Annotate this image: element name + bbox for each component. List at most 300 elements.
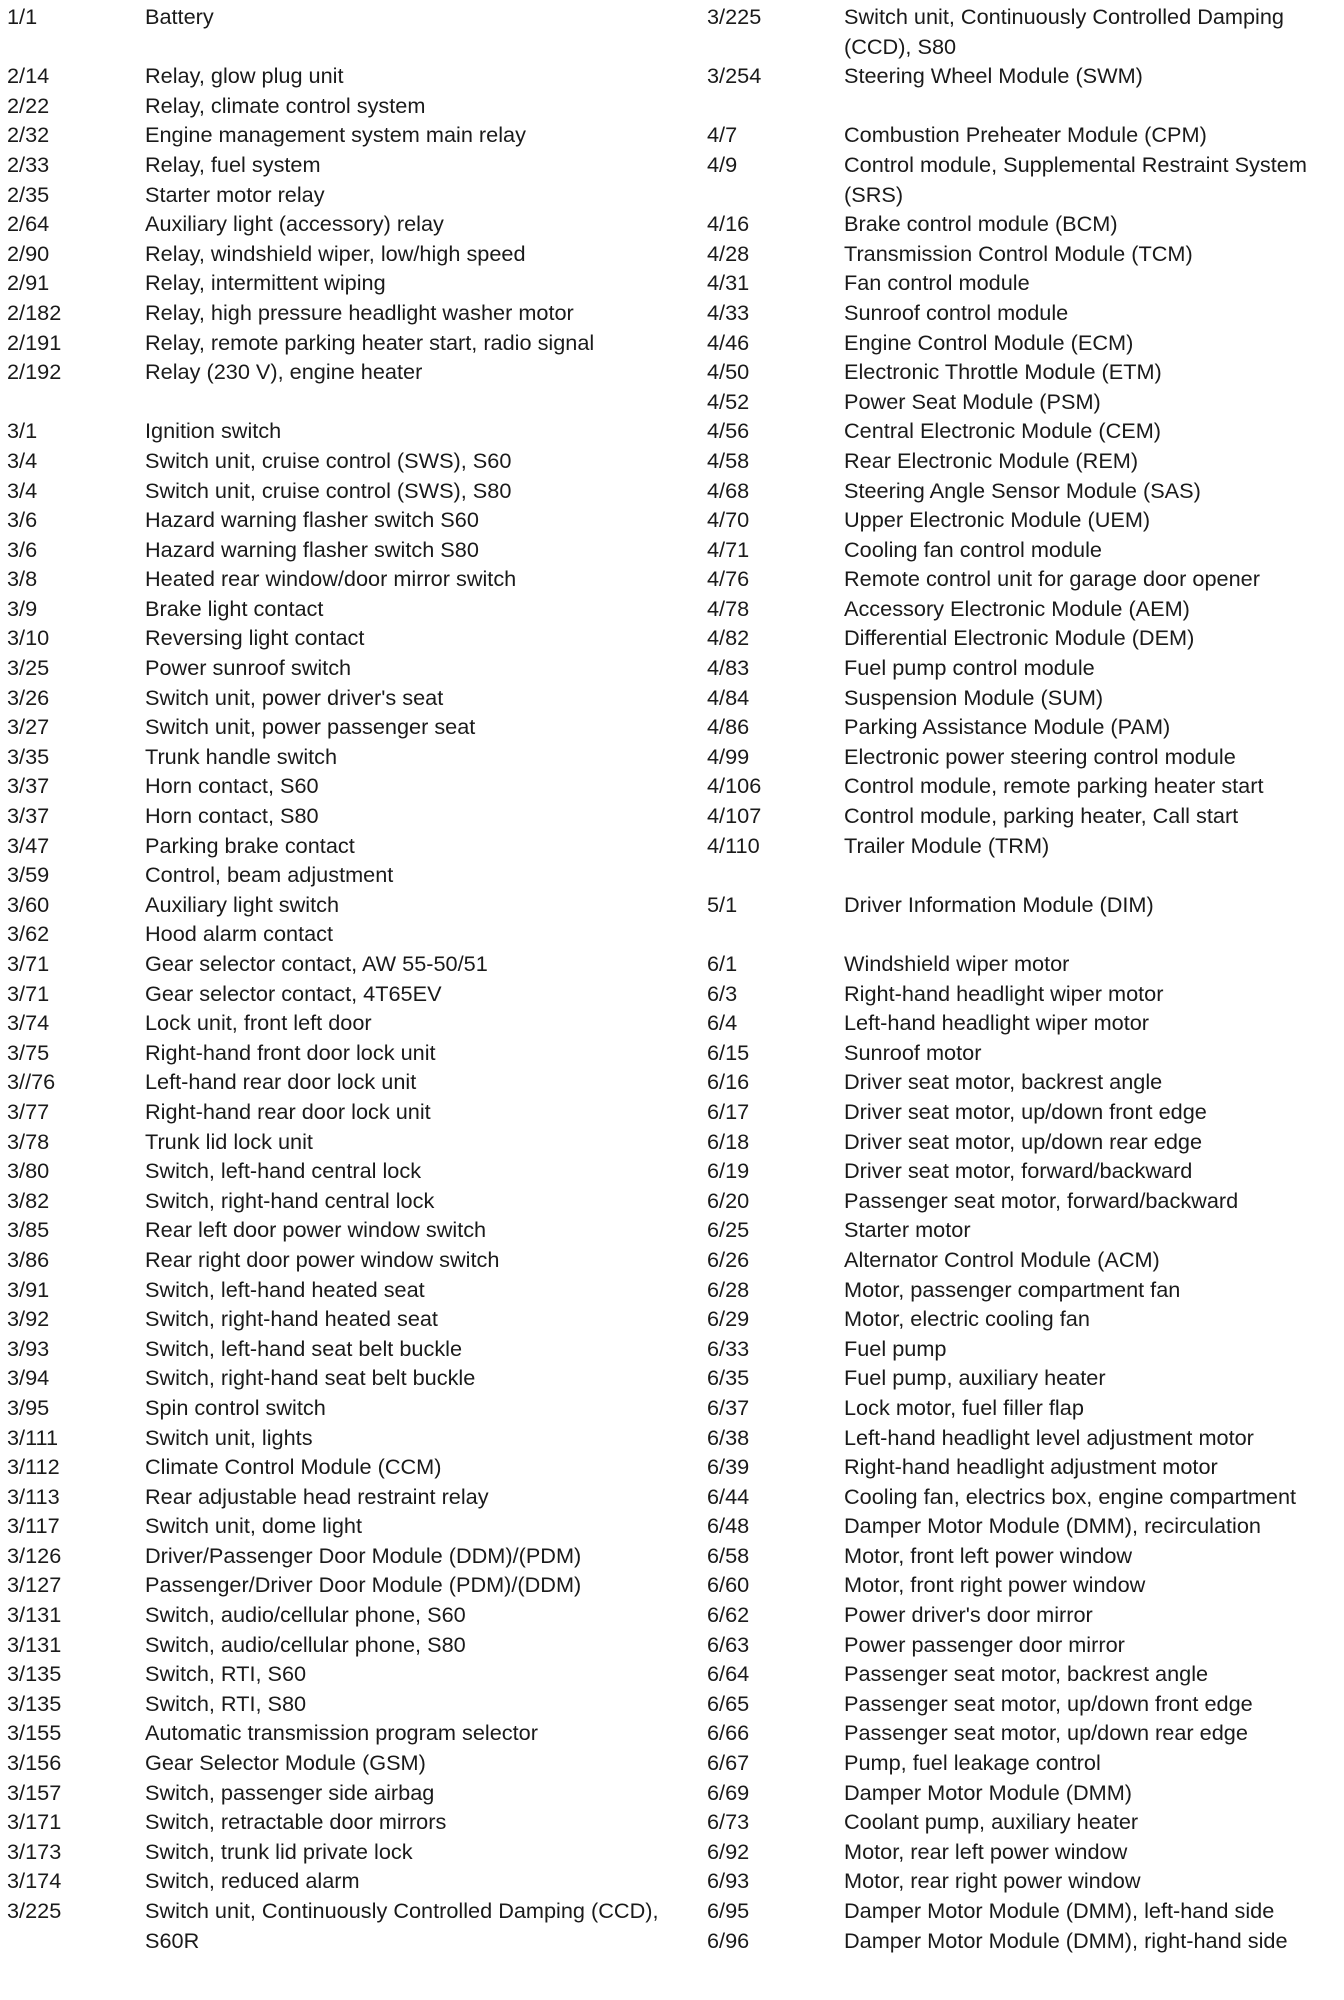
- component-description: Steering Angle Sensor Module (SAS): [844, 477, 1201, 503]
- legend-entry: [707, 1570, 1337, 1600]
- legend-entry: [707, 831, 1337, 861]
- component-code: 3/8: [7, 566, 38, 592]
- legend-entry: [7, 1215, 707, 1245]
- component-description: Right-hand headlight wiper motor: [844, 980, 1164, 1006]
- component-code: 4/86: [707, 714, 750, 740]
- component-code: 3/92: [7, 1306, 50, 1332]
- component-description: Switch, audio/cellular phone, S60: [145, 1602, 466, 1628]
- legend-entry: [707, 1186, 1337, 1216]
- component-description: Brake control module (BCM): [844, 211, 1118, 237]
- legend-entry: [707, 328, 1337, 358]
- component-code: 3/47: [7, 832, 50, 858]
- legend-entry: [7, 831, 707, 861]
- legend-entry: [707, 564, 1337, 594]
- legend-entry: [707, 949, 1337, 979]
- component-description: Switch unit, Continuously Controlled Damping (CCD), S80: [844, 4, 1284, 59]
- legend-entry: [707, 446, 1337, 476]
- component-code: 4/50: [707, 359, 750, 385]
- legend-entry: [707, 1896, 1337, 1926]
- component-description: Suspension Module (SUM): [844, 684, 1104, 710]
- legend-entry: [7, 2, 707, 32]
- component-code: 6/65: [707, 1690, 750, 1716]
- component-code: 6/37: [707, 1394, 750, 1420]
- component-description: Relay, high pressure headlight washer motor: [145, 299, 574, 325]
- component-description: Alternator Control Module (ACM): [844, 1246, 1160, 1272]
- legend-entry: [7, 416, 707, 446]
- component-description: Driver/Passenger Door Module (DDM)/(PDM): [145, 1542, 582, 1568]
- component-description: Switch, RTI, S60: [145, 1661, 307, 1687]
- component-code: 4/31: [707, 270, 750, 296]
- component-description: Starter motor relay: [145, 181, 325, 207]
- component-code: 6/39: [707, 1454, 750, 1480]
- component-description: Trunk lid lock unit: [145, 1128, 313, 1154]
- legend-entry: [7, 1156, 707, 1186]
- component-code: 6/48: [707, 1513, 750, 1539]
- component-code: 3/93: [7, 1335, 50, 1361]
- component-description: Electronic power steering control module: [844, 743, 1236, 769]
- component-code: 3/112: [7, 1454, 60, 1480]
- legend-entry: [7, 1689, 707, 1719]
- legend-entry: [7, 505, 707, 535]
- component-description: Switch, trunk lid private lock: [145, 1838, 413, 1864]
- component-description: Automatic transmission program selector: [145, 1720, 538, 1746]
- legend-entry: [707, 1807, 1337, 1837]
- component-description: Transmission Control Module (TCM): [844, 240, 1193, 266]
- component-code: 3/75: [7, 1039, 50, 1065]
- component-description: Driver Information Module (DIM): [844, 891, 1154, 917]
- legend-entry: [7, 860, 707, 890]
- legend-entry: [707, 357, 1337, 387]
- component-description: Switch, right-hand seat belt buckle: [145, 1365, 476, 1391]
- component-description: Fan control module: [844, 270, 1030, 296]
- legend-entry: [7, 742, 707, 772]
- component-description: Passenger seat motor, up/down rear edge: [844, 1720, 1248, 1746]
- component-description: Fuel pump, auxiliary heater: [844, 1365, 1106, 1391]
- legend-entry: [7, 446, 707, 476]
- component-description: Climate Control Module (CCM): [145, 1454, 442, 1480]
- legend-entry: [707, 712, 1337, 742]
- component-description: Relay, intermittent wiping: [145, 270, 386, 296]
- legend-entry: [7, 1600, 707, 1630]
- component-description: Steering Wheel Module (SWM): [844, 63, 1143, 89]
- component-code: 4/58: [707, 447, 750, 473]
- component-description: Starter motor: [844, 1217, 971, 1243]
- component-description: Control, beam adjustment: [145, 862, 394, 888]
- component-code: 4/70: [707, 507, 750, 533]
- legend-entry: [7, 1038, 707, 1068]
- legend-entry: [707, 1334, 1337, 1364]
- component-code: 6/38: [707, 1424, 750, 1450]
- legend-entry: [7, 535, 707, 565]
- component-code: 3/111: [7, 1424, 59, 1450]
- legend-entry: [7, 1186, 707, 1216]
- legend-entry: [707, 1511, 1337, 1541]
- component-description: Upper Electronic Module (UEM): [844, 507, 1151, 533]
- legend-entry: [7, 180, 707, 210]
- legend-entry: [707, 268, 1337, 298]
- component-code: 3/59: [7, 862, 50, 888]
- legend-column-left: [7, 2, 707, 1955]
- component-description: Brake light contact: [145, 595, 324, 621]
- component-description: Spin control switch: [145, 1394, 326, 1420]
- component-description: Rear left door power window switch: [145, 1217, 487, 1243]
- component-description: Pump, fuel leakage control: [844, 1750, 1101, 1776]
- component-description: Relay, climate control system: [145, 92, 426, 118]
- component-description: Trunk handle switch: [145, 743, 338, 769]
- legend-entry: [7, 919, 707, 949]
- component-code: 6/20: [707, 1187, 750, 1213]
- legend-entry: [707, 1837, 1337, 1867]
- legend-entry: [707, 1067, 1337, 1097]
- component-description: Left-hand headlight level adjustment motor: [844, 1424, 1254, 1450]
- component-code: 4/83: [707, 655, 750, 681]
- component-code: 4/33: [707, 299, 750, 325]
- component-description: Windshield wiper motor: [844, 951, 1070, 976]
- component-description: Relay, glow plug unit: [145, 63, 344, 89]
- component-description: Switch unit, Continuously Controlled Damping (CCD), S60R: [145, 1898, 659, 1953]
- component-description: Motor, passenger compartment fan: [844, 1276, 1181, 1302]
- legend-entry: [7, 476, 707, 506]
- component-code: 6/29: [707, 1306, 750, 1332]
- component-description: Rear right door power window switch: [145, 1246, 500, 1272]
- component-description: Electronic Throttle Module (ETM): [844, 359, 1162, 385]
- legend-entry: [7, 1008, 707, 1038]
- component-description: Auxiliary light (accessory) relay: [145, 211, 444, 237]
- legend-entry: [707, 505, 1337, 535]
- component-description: Damper Motor Module (DMM), recirculation: [844, 1513, 1261, 1539]
- component-description: Accessory Electronic Module (AEM): [844, 595, 1190, 621]
- component-code: 3/62: [7, 921, 50, 947]
- legend-entry: [7, 1393, 707, 1423]
- component-description: Battery: [145, 4, 214, 29]
- legend-entry: [707, 653, 1337, 683]
- component-code: 4/84: [707, 684, 750, 710]
- component-description: Remote control unit for garage door opener: [844, 566, 1260, 592]
- legend-entry: [7, 1511, 707, 1541]
- component-code: 3/6: [7, 536, 38, 562]
- component-code: 3/25: [7, 655, 50, 681]
- legend-entry: [7, 712, 707, 742]
- legend-entry: [707, 742, 1337, 772]
- legend-entry: [7, 683, 707, 713]
- component-code: 3/71: [7, 980, 50, 1006]
- legend-entry: [707, 1008, 1337, 1038]
- legend-entry: [7, 949, 707, 979]
- component-description: Switch unit, lights: [145, 1424, 313, 1450]
- legend-entry: [707, 801, 1337, 831]
- legend-entry: [7, 564, 707, 594]
- component-description: Driver seat motor, backrest angle: [844, 1069, 1163, 1095]
- legend-entry: [7, 1097, 707, 1127]
- legend-entry: [7, 1778, 707, 1808]
- component-code: 2/22: [7, 92, 50, 118]
- component-description: Motor, electric cooling fan: [844, 1306, 1090, 1332]
- component-code: 3/9: [7, 595, 38, 621]
- component-description: Motor, rear right power window: [844, 1868, 1141, 1894]
- component-code: 6/67: [707, 1750, 750, 1776]
- component-code: 4/9: [707, 151, 738, 177]
- component-code: 6/66: [707, 1720, 750, 1746]
- component-code: 3/173: [7, 1838, 62, 1864]
- component-code: 3/171: [7, 1809, 62, 1835]
- legend-entry: [7, 890, 707, 920]
- component-description: Combustion Preheater Module (CPM): [844, 122, 1207, 148]
- component-code: 6/33: [707, 1335, 750, 1361]
- component-description: Fuel pump control module: [844, 655, 1095, 681]
- component-code: 6/1: [707, 951, 738, 976]
- component-code: 4/107: [707, 803, 762, 829]
- section-spacer: [7, 32, 707, 62]
- legend-entry: [7, 1748, 707, 1778]
- legend-entry: [707, 1748, 1337, 1778]
- legend-entry: [707, 1630, 1337, 1660]
- component-code: 3/26: [7, 684, 50, 710]
- component-description: Horn contact, S60: [145, 773, 319, 799]
- component-description: Cooling fan, electrics box, engine compartment: [844, 1483, 1297, 1509]
- component-description: Switch unit, power passenger seat: [145, 714, 476, 740]
- component-description: Switch, right-hand heated seat: [145, 1306, 438, 1332]
- component-code: 3/135: [7, 1690, 62, 1716]
- component-code: 4/106: [707, 773, 762, 799]
- legend-entry: [707, 1304, 1337, 1334]
- component-description: Motor, rear left power window: [844, 1838, 1128, 1864]
- component-description: Right-hand rear door lock unit: [145, 1098, 431, 1124]
- legend-entry: [707, 2, 1337, 61]
- component-code: 6/35: [707, 1365, 750, 1391]
- component-code: 3/254: [707, 63, 762, 89]
- legend-entry: [707, 1393, 1337, 1423]
- legend-entry: [707, 416, 1337, 446]
- component-description: Motor, front left power window: [844, 1542, 1133, 1568]
- legend-entry: [707, 120, 1337, 150]
- component-description: Gear selector contact, 4T65EV: [145, 980, 442, 1006]
- component-description: Switch unit, cruise control (SWS), S80: [145, 477, 512, 503]
- component-code: 3/82: [7, 1187, 50, 1213]
- component-code: 3/225: [7, 1898, 62, 1923]
- legend-entry: [707, 1215, 1337, 1245]
- component-description: Right-hand headlight adjustment motor: [844, 1454, 1218, 1480]
- legend-entry: [707, 239, 1337, 269]
- legend-entry: [707, 1363, 1337, 1393]
- legend-entry: [7, 1275, 707, 1305]
- component-description: Relay, windshield wiper, low/high speed: [145, 240, 526, 266]
- legend-entry: [7, 1541, 707, 1571]
- component-description: Control module, Supplemental Restraint System (SRS): [844, 151, 1307, 207]
- component-description: Parking Assistance Module (PAM): [844, 714, 1171, 740]
- component-description: Cooling fan control module: [844, 536, 1102, 562]
- legend-entry: [707, 683, 1337, 713]
- component-code: 3//76: [7, 1069, 56, 1095]
- legend-entry: [7, 979, 707, 1009]
- legend-entry: [707, 890, 1337, 920]
- component-description: Gear selector contact, AW 55-50/51: [145, 951, 488, 976]
- legend-entry: [707, 1600, 1337, 1630]
- component-description: Left-hand rear door lock unit: [145, 1069, 417, 1095]
- component-code: 3/74: [7, 1010, 50, 1036]
- component-description: Hood alarm contact: [145, 921, 334, 947]
- component-code: 4/28: [707, 240, 750, 266]
- legend-entry: [707, 1275, 1337, 1305]
- component-code: 6/92: [707, 1838, 750, 1864]
- legend-entry: [707, 1541, 1337, 1571]
- legend-entry: [7, 1482, 707, 1512]
- legend-entry: [7, 1896, 707, 1955]
- legend-entry: [707, 1097, 1337, 1127]
- component-code: 6/16: [707, 1069, 750, 1095]
- component-code: 6/96: [707, 1927, 750, 1953]
- component-code: 3/10: [7, 625, 50, 651]
- component-code: 1/1: [7, 4, 38, 29]
- component-code: 6/4: [707, 1010, 738, 1036]
- component-code: 4/46: [707, 329, 750, 355]
- component-description: Sunroof control module: [844, 299, 1069, 325]
- component-description: Driver seat motor, forward/backward: [844, 1158, 1193, 1184]
- component-description: Control module, parking heater, Call start: [844, 803, 1239, 829]
- legend-entry: [7, 91, 707, 121]
- component-code: 3/85: [7, 1217, 50, 1243]
- component-code: 6/60: [707, 1572, 750, 1598]
- component-description: Hazard warning flasher switch S60: [145, 507, 479, 533]
- section-spacer: [707, 919, 1337, 949]
- component-description: Relay (230 V), engine heater: [145, 359, 423, 385]
- legend-entry: [7, 1067, 707, 1097]
- legend-entry: [7, 1659, 707, 1689]
- component-code: 2/191: [7, 329, 62, 355]
- component-code: 4/99: [707, 743, 750, 769]
- component-description: Damper Motor Module (DMM), right-hand side: [844, 1927, 1288, 1953]
- component-description: Driver seat motor, up/down rear edge: [844, 1128, 1203, 1154]
- component-description: Coolant pump, auxiliary heater: [844, 1809, 1139, 1835]
- legend-entry: [7, 1245, 707, 1275]
- component-description: Power Seat Module (PSM): [844, 388, 1101, 414]
- component-code: 4/7: [707, 122, 738, 148]
- legend-entry: [7, 1304, 707, 1334]
- legend-entry: [707, 1038, 1337, 1068]
- component-code: 6/18: [707, 1128, 750, 1154]
- component-code: 3/80: [7, 1158, 50, 1184]
- component-code: 6/73: [707, 1809, 750, 1835]
- component-code: 3/37: [7, 773, 50, 799]
- component-code: 3/126: [7, 1542, 62, 1568]
- component-code: 2/91: [7, 270, 50, 296]
- component-description: Switch, right-hand central lock: [145, 1187, 435, 1213]
- legend-entry: [7, 1363, 707, 1393]
- component-code: 2/32: [7, 122, 50, 148]
- component-code: 3/155: [7, 1720, 62, 1746]
- component-code: 6/3: [707, 980, 738, 1006]
- legend-entry: [7, 653, 707, 683]
- component-code: 4/110: [707, 832, 760, 858]
- component-code: 3/157: [7, 1779, 62, 1805]
- legend-entry: [7, 1127, 707, 1157]
- component-description: Left-hand headlight wiper motor: [844, 1010, 1150, 1036]
- component-description: Power sunroof switch: [145, 655, 352, 681]
- component-code: 2/64: [7, 211, 50, 237]
- component-description: Switch unit, power driver's seat: [145, 684, 444, 710]
- legend-column-right: [707, 2, 1337, 1955]
- component-code: 6/69: [707, 1779, 750, 1805]
- legend-entry: [7, 771, 707, 801]
- component-description: Sunroof motor: [844, 1039, 982, 1065]
- component-code: 3/156: [7, 1750, 62, 1776]
- component-code: 3/117: [7, 1513, 60, 1539]
- component-description: Switch unit, cruise control (SWS), S60: [145, 447, 512, 473]
- component-code: 3/6: [7, 507, 38, 533]
- legend-entry: [7, 61, 707, 91]
- legend-entry: [707, 209, 1337, 239]
- component-description: Central Electronic Module (CEM): [844, 418, 1161, 444]
- component-code: 6/95: [707, 1898, 750, 1923]
- legend-entry: [707, 476, 1337, 506]
- legend-entry: [707, 1659, 1337, 1689]
- component-description: Switch, audio/cellular phone, S80: [145, 1631, 466, 1657]
- component-code: 6/62: [707, 1602, 750, 1628]
- legend-entry: [7, 594, 707, 624]
- component-code: 6/64: [707, 1661, 750, 1687]
- legend-entry: [707, 1423, 1337, 1453]
- component-code: 3/86: [7, 1246, 50, 1272]
- legend-entry: [7, 1866, 707, 1896]
- component-code: 3/35: [7, 743, 50, 769]
- legend-entry: [7, 801, 707, 831]
- legend-entry: [707, 1926, 1337, 1956]
- component-description: Switch, reduced alarm: [145, 1868, 360, 1894]
- legend-entry: [7, 239, 707, 269]
- component-code: 3/135: [7, 1661, 62, 1687]
- component-code: 6/25: [707, 1217, 750, 1243]
- component-code: 4/76: [707, 566, 750, 592]
- component-description: Fuel pump: [844, 1335, 947, 1361]
- component-code: 3/4: [7, 447, 38, 473]
- component-description: Passenger seat motor, up/down front edge: [844, 1690, 1253, 1716]
- component-code: 2/182: [7, 299, 62, 325]
- component-code: 3/37: [7, 803, 50, 829]
- legend-entry: [7, 1452, 707, 1482]
- component-description: Right-hand front door lock unit: [145, 1039, 436, 1065]
- legend-entry: [7, 1837, 707, 1867]
- legend-entry: [7, 1807, 707, 1837]
- component-code: 3/113: [7, 1483, 60, 1509]
- legend-entry: [7, 1334, 707, 1364]
- component-code: 6/44: [707, 1483, 750, 1509]
- legend-entry: [707, 1245, 1337, 1275]
- component-description: Lock motor, fuel filler flap: [844, 1394, 1084, 1420]
- legend-entry: [707, 623, 1337, 653]
- component-code: 4/56: [707, 418, 750, 444]
- component-description: Differential Electronic Module (DEM): [844, 625, 1195, 651]
- legend-entry: [707, 1482, 1337, 1512]
- section-spacer: [707, 860, 1337, 890]
- legend-entry: [7, 268, 707, 298]
- legend-entry: [7, 328, 707, 358]
- component-description: Auxiliary light switch: [145, 891, 340, 917]
- legend-entry: [707, 1778, 1337, 1808]
- component-description: Rear adjustable head restraint relay: [145, 1483, 489, 1509]
- component-code: 2/90: [7, 240, 50, 266]
- component-description: Switch unit, dome light: [145, 1513, 362, 1539]
- component-code: 4/16: [707, 211, 750, 237]
- component-code: 3/4: [7, 477, 38, 503]
- legend-entry: [707, 1718, 1337, 1748]
- component-description: Passenger seat motor, forward/backward: [844, 1187, 1239, 1213]
- legend-entry: [707, 61, 1337, 91]
- component-code: 3/1: [7, 418, 38, 444]
- component-description: Trailer Module (TRM): [844, 832, 1050, 858]
- component-description: Passenger/Driver Door Module (PDM)/(DDM): [145, 1572, 582, 1598]
- component-description: Power driver's door mirror: [844, 1602, 1093, 1628]
- legend-entry: [7, 357, 707, 387]
- legend-entry: [707, 594, 1337, 624]
